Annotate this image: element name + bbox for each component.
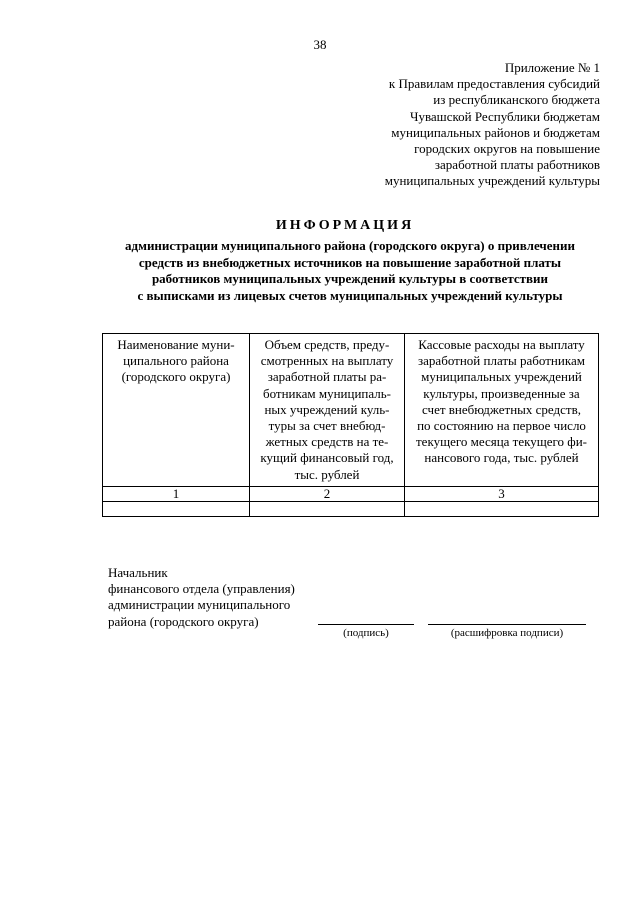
- subtitle-line: с выписками из лицевых счетов муниципальных учреждений культуры: [137, 287, 563, 303]
- decoding-caption: (расшифровка подписи): [450, 627, 564, 639]
- subtitle-line: администрации муниципального района (городского округа) о привлечении: [125, 238, 575, 253]
- position-line: Начальник: [108, 565, 168, 580]
- signatory-position: [108, 565, 295, 630]
- document-title: ИНФОРМАЦИЯ: [275, 218, 415, 233]
- column-number: 3: [405, 486, 599, 501]
- table-header-row: [103, 334, 599, 487]
- appendix-line: Чувашской Республики бюджетам: [410, 108, 600, 124]
- appendix-header: [340, 60, 600, 190]
- table-cell: [103, 501, 250, 516]
- appendix-line: муниципальных районов и бюджетам: [391, 124, 600, 140]
- position-line: финансового отдела (управления): [108, 581, 295, 597]
- header-cell-municipality: Наименование муни- ципального района (городского округа): [103, 334, 250, 487]
- table-cell: [250, 501, 405, 516]
- header-cell-cash-expenses: Кассовые расходы на выплату заработной платы работникам муниципальных учреждений культуры, произведенные за счет внебюджетных средств, по состоянию на первое число текущего месяца текущего фи- нансового года, тыс. рублей: [405, 334, 599, 487]
- appendix-line: городских округов на повышение: [414, 141, 600, 157]
- document-subtitle: [105, 238, 595, 304]
- page-number: 38: [313, 37, 327, 52]
- column-number: 2: [250, 486, 405, 501]
- decoding-line: [428, 624, 586, 625]
- position-line: администрации муниципального: [108, 597, 291, 613]
- appendix-line: Приложение № 1: [504, 60, 600, 75]
- position-line: района (городского округа): [108, 613, 259, 629]
- appendix-line: к Правилам предоставления субсидий: [388, 76, 600, 92]
- signature-caption: (подпись): [343, 627, 389, 639]
- table-cell: [405, 501, 599, 516]
- header-cell-planned-funds: Объем средств, преду- смотренных на выплату заработной платы ра- ботникам муниципаль- ных учреждений куль- туры за счет внебюд- жетных средств на те- кущий финансовый год, тыс. рублей: [250, 334, 405, 487]
- table-row: [103, 501, 599, 516]
- signature-line: [318, 624, 414, 625]
- information-table: [102, 333, 599, 517]
- appendix-line: муниципальных учреждений культуры: [384, 173, 600, 189]
- appendix-line: заработной платы работников: [434, 157, 600, 173]
- appendix-line: из республиканского бюджета: [433, 92, 600, 108]
- column-number-row: [103, 486, 599, 501]
- subtitle-line: средств из внебюджетных источников на повышение заработной платы: [138, 254, 562, 270]
- subtitle-line: работников муниципальных учреждений культуры в соответствии: [151, 271, 549, 286]
- column-number: 1: [103, 486, 250, 501]
